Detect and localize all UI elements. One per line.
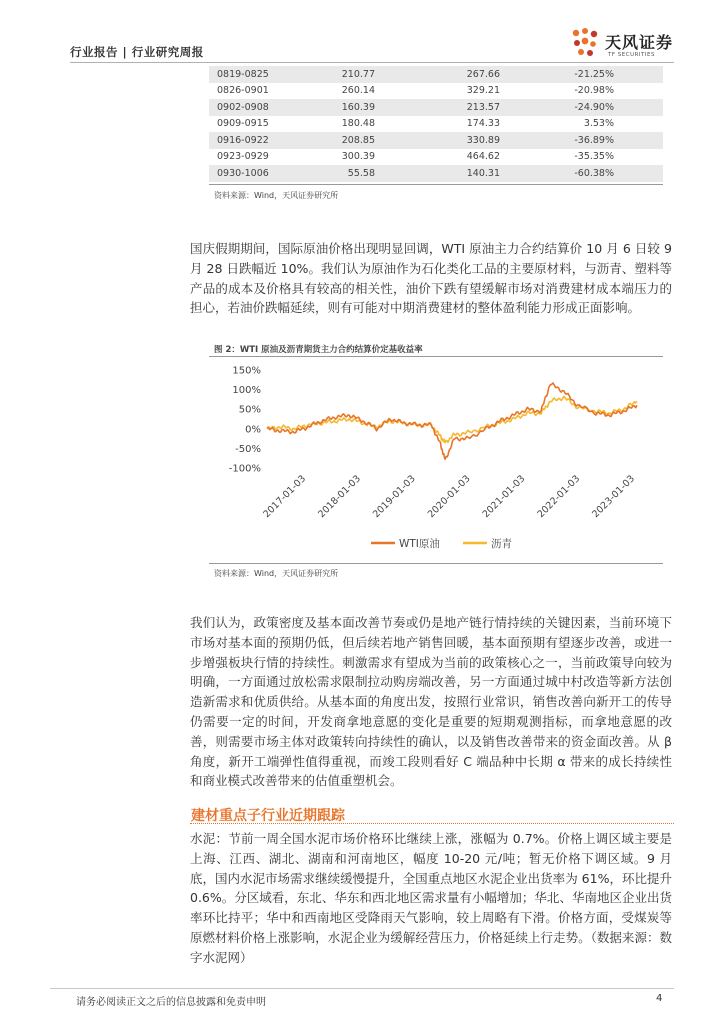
table-cell: -20.98% (574, 85, 614, 97)
table-source-note: 资料来源：Wind，天风证券研究所 (214, 191, 339, 200)
footer-divider (50, 988, 674, 989)
legend-label: 沥青 (491, 538, 512, 550)
table-cell: 174.33 (466, 118, 500, 130)
table-cell: 300.39 (341, 151, 375, 163)
table-cell: 0826-0901 (217, 85, 269, 97)
oil-price-paragraph: 国庆假期期间，国际原油价格出现明显回调，WTI 原油主力合约结算价 10 月 6 日较 9 月 28 日跌幅近 10%。我们认为原油作为石化类化工品的主要原材料，与沥青、塑料等产品的成本及价格具有较高的相关性，油价下跌有望缓解市场对消费建材成本端压力的担心，若油价跌幅延续，则有可能对中期消费建材的整体盈利能力形成正面影响。 (190, 241, 672, 316)
policy-analysis-paragraph: 我们认为，政策密度及基本面改善节奏或仍是地产链行情持续的关键因素，当前环境下市场对基本面的预期仍低，但后续若地产销售回暖，基本面预期有望逐步改善，或进一步增强板块行情的持续性。刺激需求有望成为当前的政策核心之一，当前政策导向较为明确，一方面通过放松需求限制拉动购房端改善，另一方面通过城中村改造等新方法创造新需求和优质供给。从基本面的角度出发，按照行业常识，销售改善向新开工的传导仍需要一定的时间，开发商拿地意愿的变化是重要的短期观测指标，而拿地意愿的改善，则需要市场主体对政策转向持续性的确认，以及销售改善带来的资金面改善。从 β 角度，新开工端弹性值得重视，而竣工段则看好 C 端品种中长期 α 带来的成长持续性和商业模式改善带来的估值重塑机会。 (190, 615, 672, 789)
table-cell: 260.14 (341, 85, 375, 97)
y-tick-label: -50% (235, 443, 261, 455)
table-cell: -21.25% (504, 66, 663, 83)
table-cell: 0930-1006 (209, 165, 301, 182)
table-cell: 180.48 (341, 118, 375, 130)
cement-tracking-paragraph: 水泥：节前一周全国水泥市场价格环比继续上涨，涨幅为 0.7%。价格上调区域主要是上海、江西、湖北、湖南和河南地区，幅度 10-20 元/吨；暂无价格下调区域。9 月底，国内水泥市场需求继续缓慢提升，全国重点地区水泥企业出货率为 61%，环比提升 0.6%。分区域看，东北、华东和西北地区需求量有小幅增加；华北、华南地区企业出货率环比持平；华中和西南地区受降雨天气影响，较上周略有下滑。价格方面，受煤炭等原燃材料价格上涨影响，水泥企业为缓解经营压力，价格延续上行走势。（数据来源：数字水泥网） (190, 831, 672, 965)
company-logo (568, 26, 678, 62)
page-number: 4 (656, 993, 663, 1004)
table-cell: 0923-0929 (217, 151, 269, 163)
x-tick-label: 2021-01-03 (480, 473, 528, 521)
table-row (209, 99, 663, 116)
table-row (209, 83, 663, 100)
figure-source-note: 资料来源：Wind，天风证券研究所 (214, 569, 339, 578)
figure-top-rule (209, 356, 663, 357)
y-tick-label: -100% (228, 463, 261, 475)
oil-asphalt-return-chart (209, 358, 663, 563)
table-cell: -60.38% (504, 165, 663, 182)
section-title-rule (190, 823, 674, 824)
logo-mark-icon (568, 26, 602, 60)
x-tick-label: 2019-01-03 (370, 473, 418, 521)
table-cell: 210.77 (301, 66, 379, 83)
table-row (209, 116, 663, 133)
x-tick-label: 2022-01-03 (535, 473, 583, 521)
x-tick-label: 2023-01-03 (590, 473, 638, 521)
table-row (209, 132, 663, 149)
y-tick-label: 50% (238, 404, 261, 416)
x-tick-label: 2018-01-03 (316, 473, 363, 521)
logo-english-name: TF SECURITIES (608, 52, 655, 58)
y-tick-label: 100% (232, 385, 261, 397)
table-bottom-rule (209, 184, 663, 185)
table-cell: 267.66 (379, 66, 504, 83)
weekly-data-table (209, 66, 663, 182)
y-tick-label: 150% (232, 365, 261, 377)
table-cell: 464.62 (466, 151, 500, 163)
table-cell: 329.21 (466, 85, 500, 97)
x-tick-label: 2017-01-03 (261, 473, 309, 521)
logo-name: 天风证券 (605, 33, 674, 52)
series-line-0 (267, 383, 637, 459)
table-cell: 208.85 (301, 132, 379, 149)
table-row (209, 66, 663, 83)
footer-disclaimer: 请务必阅读正文之后的信息披露和免责申明 (76, 997, 266, 1008)
table-cell: 0916-0922 (209, 132, 301, 149)
table-row (209, 149, 663, 166)
table-cell: 213.57 (379, 99, 504, 116)
figure-bottom-rule (209, 563, 663, 564)
y-tick-label: 0% (245, 424, 261, 436)
table-cell: 0819-0825 (209, 66, 301, 83)
report-type-label: 行业报告 | 行业研究周报 (70, 45, 204, 59)
table-cell: 55.58 (301, 165, 379, 182)
table-cell: 160.39 (301, 99, 379, 116)
header-divider (70, 62, 674, 63)
x-tick-label: 2020-01-03 (425, 473, 473, 521)
table-cell: -36.89% (504, 132, 663, 149)
section-title: 建材重点子行业近期跟踪 (191, 808, 345, 824)
table-cell: 140.31 (379, 165, 504, 182)
table-cell: -35.35% (574, 151, 614, 163)
legend-label: WTI原油 (399, 538, 440, 550)
table-cell: 0902-0908 (209, 99, 301, 116)
figure-title: 图 2：WTI 原油及沥青期货主力合约结算价定基收益率 (214, 345, 423, 355)
table-row (209, 165, 663, 182)
table-cell: 3.53% (583, 118, 614, 130)
table-cell: -24.90% (504, 99, 663, 116)
table-cell: 330.89 (379, 132, 504, 149)
table-cell: 0909-0915 (217, 118, 269, 130)
